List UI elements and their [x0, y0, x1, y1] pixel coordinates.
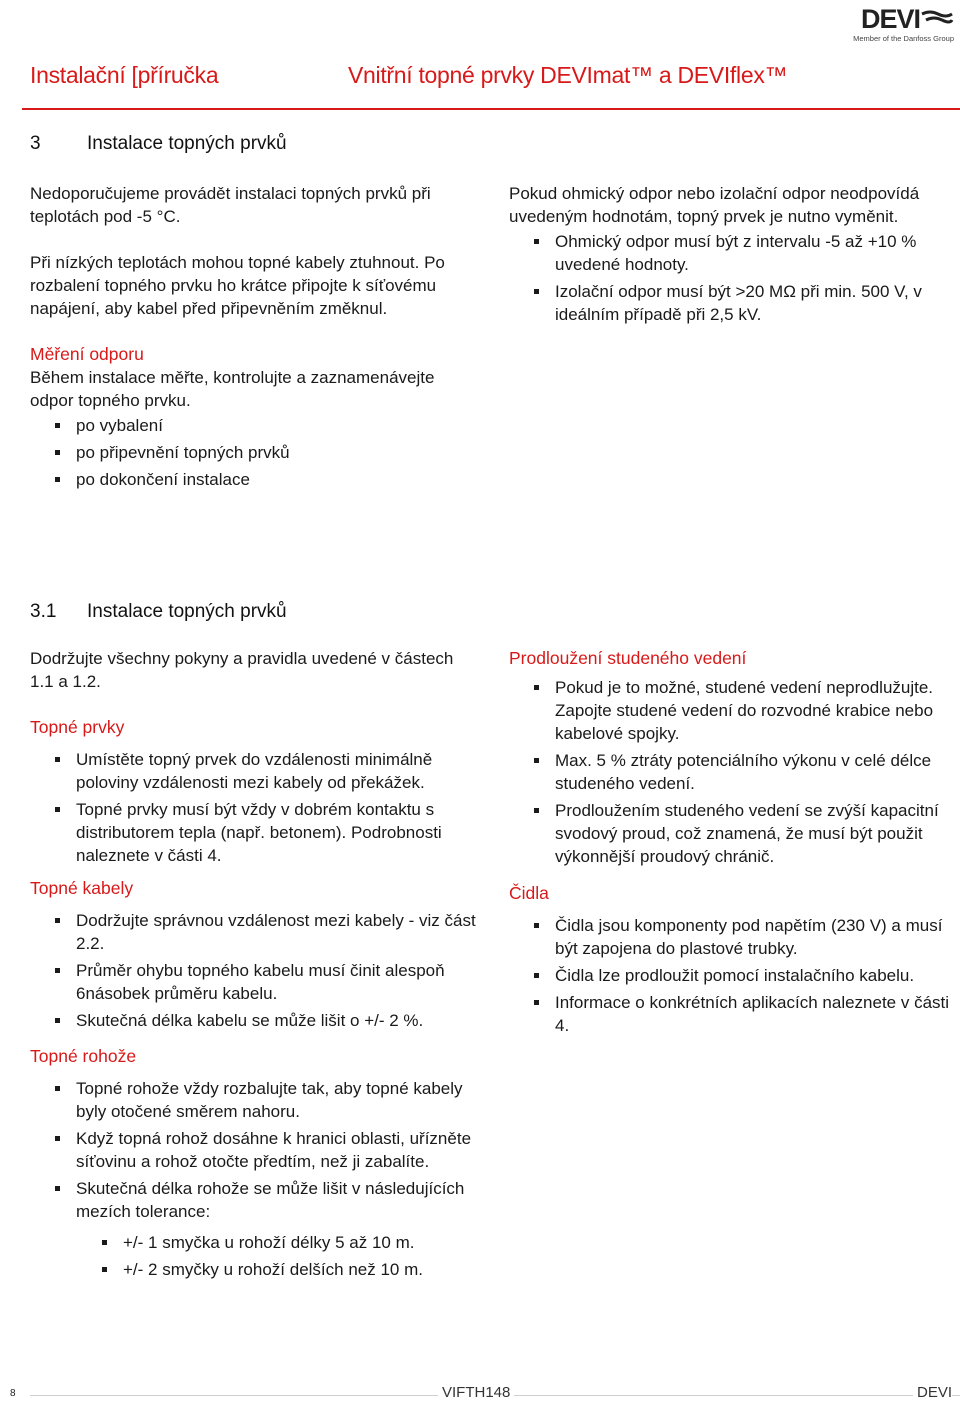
- product-title: Vnitřní topné prvky DEVImat™ a DEVIflex™: [348, 62, 788, 88]
- list-item: Umístěte topný prvek do vzdálenosti minimálně poloviny vzdálenosti mezi kabely od překážek.: [30, 748, 480, 794]
- page-number: 8: [10, 1388, 16, 1399]
- section-3-heading: [30, 133, 287, 155]
- list-item: Dodržujte správnou vzdálenost mezi kabely - viz část 2.2.: [30, 909, 480, 955]
- heating-cables-list: [30, 909, 480, 1032]
- list-item: +/- 2 smyčky u rohoží delších než 10 m.: [30, 1258, 480, 1281]
- low-temp-warning: Nedoporučujeme provádět instalaci topných prvků při teplotách pod -5 °C.: [30, 184, 431, 226]
- section-title: Instalace topných prvků: [87, 601, 287, 622]
- list-item: po dokončení instalace: [30, 468, 480, 491]
- logo-tagline: Member of the Danfoss Group: [853, 34, 954, 43]
- document-title: Instalační [příručka: [30, 62, 219, 88]
- list-item: Pokud je to možné, studené vedení neprodlužujte. Zapojte studené vedení do rozvodné krabice nebo kabelové spojky.: [509, 676, 959, 745]
- heating-mats-list: [30, 1077, 480, 1223]
- resistance-limits-list: [509, 230, 959, 326]
- list-item: Informace o konkrétních aplikacích naleznete v části 4.: [509, 991, 959, 1037]
- list-item: Topné prvky musí být vždy v dobrém kontaktu s distributorem tepla (např. betonem). Podrobnosti naleznete v části 4.: [30, 798, 480, 867]
- section-3-1-right-column: [509, 647, 959, 1041]
- document-code: VIFTH148: [438, 1384, 514, 1401]
- cable-stiffening-note: Při nízkých teplotách mohou topné kabely ztuhnout. Po rozbalení topného prvku ho krátce připojte k síťovému napájení, aby kabel před připevněním změknul.: [30, 253, 445, 318]
- heating-mats-heading: Topné rohože: [30, 1046, 137, 1066]
- heating-cables-heading: Topné kabely: [30, 878, 134, 898]
- list-item: Skutečná délka rohože se může lišit v následujících mezích tolerance:: [30, 1177, 480, 1223]
- footer-brand: DEVI: [913, 1384, 952, 1401]
- list-item: Izolační odpor musí být >20 MΩ při min. 500 V, v ideálním případě při 2,5 kV.: [509, 280, 959, 326]
- section-3-right-column: [509, 182, 959, 330]
- heating-elements-heading: Topné prvky: [30, 717, 125, 737]
- section-number: 3: [30, 133, 41, 154]
- list-item: +/- 1 smyčka u rohoží délky 5 až 10 m.: [30, 1231, 480, 1254]
- list-item: Ohmický odpor musí být z intervalu -5 až +10 % uvedené hodnoty.: [509, 230, 959, 276]
- sensors-list: [509, 914, 959, 1037]
- resistance-text: Během instalace měřte, kontrolujte a zaznamenávejte odpor topného prvku.: [30, 368, 435, 410]
- resistance-heading: Měření odporu: [30, 344, 144, 364]
- tolerance-list: [30, 1231, 480, 1281]
- list-item: po připevnění topných prvků: [30, 441, 480, 464]
- list-item: Prodloužením studeného vedení se zvýší kapacitní svodový proud, což znamená, že musí být použit výkonnější proudový chránič.: [509, 799, 959, 868]
- intro-text: Dodržujte všechny pokyny a pravidla uvedené v částech 1.1 a 1.2.: [30, 649, 454, 691]
- heating-elements-list: [30, 748, 480, 867]
- list-item: Průměr ohybu topného kabelu musí činit alespoň 6násobek průměru kabelu.: [30, 959, 480, 1005]
- devi-logo: [796, 4, 956, 44]
- list-item: Když topná rohož dosáhne k hranici oblasti, uřízněte síťovinu a rohož otočte předtím, než ji zabalíte.: [30, 1127, 480, 1173]
- cold-lead-heading: Prodloužení studeného vedení: [509, 648, 747, 668]
- section-3-left-column: [30, 182, 480, 495]
- section-3-1-heading: [30, 601, 287, 623]
- cold-lead-list: [509, 676, 959, 868]
- list-item: po vybalení: [30, 414, 480, 437]
- list-item: Čidla jsou komponenty pod napětím (230 V) a musí být zapojena do plastové trubky.: [509, 914, 959, 960]
- page-number-box: [0, 1384, 28, 1406]
- sensors-heading: Čidla: [509, 883, 549, 903]
- resistance-list: [30, 414, 480, 491]
- danfoss-wave-icon: [920, 10, 954, 28]
- list-item: Čidla lze prodloužit pomocí instalačního kabelu.: [509, 964, 959, 987]
- section-number: 3.1: [30, 601, 57, 622]
- replace-note: Pokud ohmický odpor nebo izolační odpor neodpovídá uvedeným hodnotám, topný prvek je nutno vyměnit.: [509, 184, 920, 226]
- section-3-1-left-column: [30, 647, 480, 1285]
- header-rule: [0, 108, 960, 110]
- list-item: Skutečná délka kabelu se může lišit o +/- 2 %.: [30, 1009, 480, 1032]
- list-item: Max. 5 % ztráty potenciálního výkonu v celé délce studeného vedení.: [509, 749, 959, 795]
- logo-wordmark: DEVI: [860, 4, 920, 34]
- list-item: Topné rohože vždy rozbalujte tak, aby topné kabely byly otočené směrem nahoru.: [30, 1077, 480, 1123]
- section-title: Instalace topných prvků: [87, 133, 287, 154]
